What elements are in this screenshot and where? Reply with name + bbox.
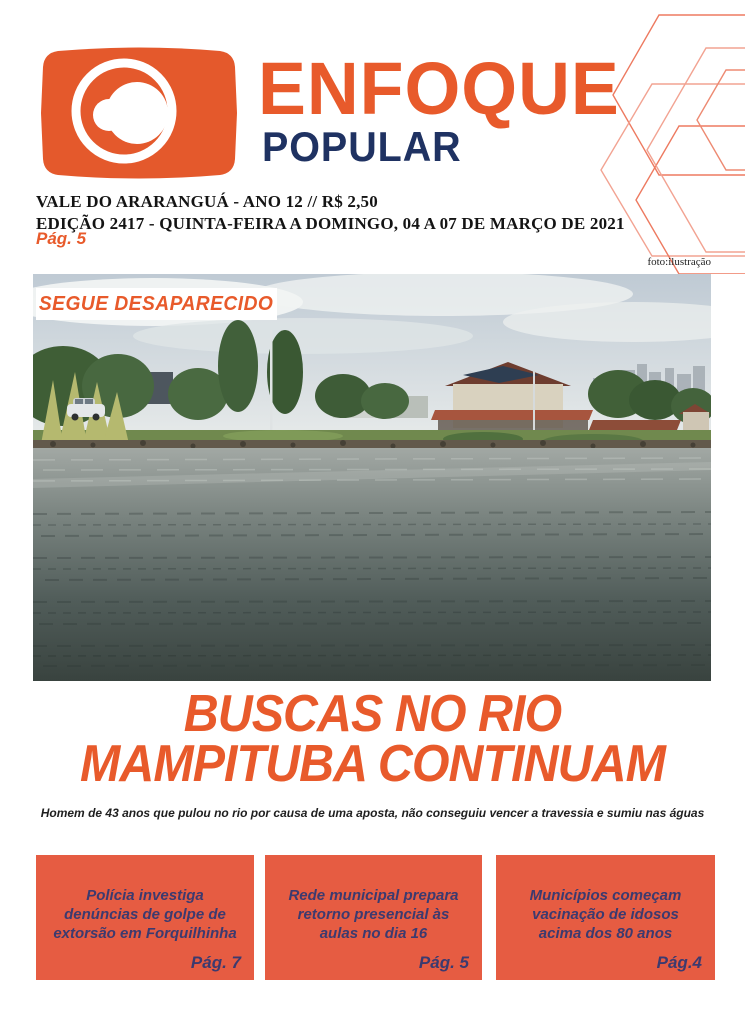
teaser-2-line-2: retorno presencial às	[297, 906, 450, 923]
teaser-3-line-2: vacinação de idosos	[532, 906, 679, 923]
brand-name-secondary: POPULAR	[262, 123, 462, 170]
teaser-box-2	[265, 855, 482, 980]
kicker-badge	[36, 288, 277, 320]
page-reference-top: Pág. 5	[36, 229, 87, 248]
headline-line-2: MAMPITUBA CONTINUAM	[80, 735, 665, 793]
teaser-3-line-3: acima dos 80 anos	[538, 925, 673, 942]
teaser-3-text	[496, 855, 715, 943]
river-photo-scene	[33, 274, 711, 681]
teaser-box-3	[496, 855, 715, 980]
brand-name-primary: ENFOQUE	[258, 47, 620, 130]
river-photo	[33, 274, 711, 681]
photo-credit: foto:ilustração	[647, 256, 711, 268]
teaser-1-line-2: denúncias de golpe de	[64, 906, 226, 923]
teaser-1-line-1: Polícia investiga	[86, 887, 204, 904]
teaser-1-text	[36, 855, 254, 943]
teaser-2-text	[265, 855, 482, 943]
teaser-3-line-1: Municípios começam	[529, 887, 682, 904]
kicker-text: SEGUE DESAPARECIDO	[39, 292, 274, 315]
dateline	[36, 191, 625, 235]
headline	[26, 685, 719, 793]
headline-line-1: BUSCAS NO RIO	[183, 685, 562, 743]
subheadline: Homem de 43 anos que pulou no rio por causa de uma aposta, não conseguiu vencer a travessia e sumiu nas águas	[40, 806, 705, 820]
teaser-box-1	[36, 855, 254, 980]
dateline-line-2: EDIÇÃO 2417 - QUINTA-FEIRA A DOMINGO, 04 A 07 DE MARÇO DE 2021	[36, 214, 625, 233]
teaser-2-line-1: Rede municipal prepara	[288, 887, 459, 904]
teaser-2-page-number: Pág. 5	[418, 953, 469, 972]
enfoque-tv-eye-logo-icon	[40, 47, 238, 179]
teaser-2-line-3: aulas no dia 16	[319, 925, 428, 942]
teaser-1-page-number: Pág. 7	[190, 953, 241, 972]
teaser-3-page-number: Pág.4	[656, 953, 702, 972]
dateline-line-1: VALE DO ARARANGUÁ - ANO 12 // R$ 2,50	[36, 192, 378, 211]
teaser-1-line-3: extorsão em Forquilhinha	[53, 925, 237, 942]
